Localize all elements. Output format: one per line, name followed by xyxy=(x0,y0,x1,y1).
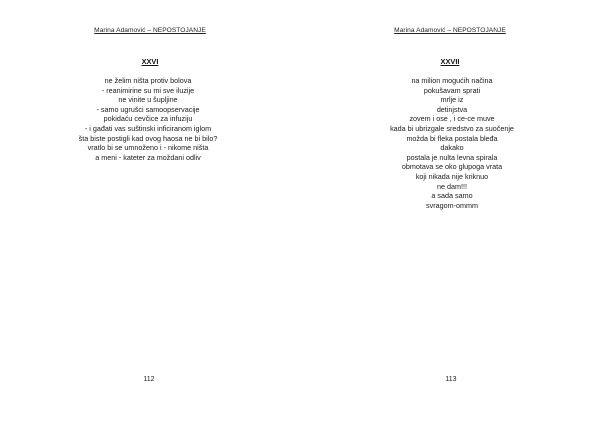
poem-line: koji nikada nije kriknuo xyxy=(415,171,489,181)
poem-line: svragom-ommm xyxy=(426,200,478,210)
page-number: 112 xyxy=(143,376,155,383)
poem-line: kada bi ubrizgale sredstvo za suočenje xyxy=(390,123,514,133)
header-author: Marina Adamović xyxy=(94,27,146,34)
right-page xyxy=(300,0,600,425)
poem-line: zovem i ose , i ce-ce muve xyxy=(409,114,495,124)
poem-line: - i gađati vas suštinski inficiranom iglom xyxy=(84,123,212,133)
poem-line: na milion mogućih načina xyxy=(411,76,493,85)
poem-line: mrlje iz xyxy=(440,95,464,105)
poem-number: XXVI xyxy=(141,57,159,66)
poem-line: detinjstva xyxy=(436,104,468,114)
running-header xyxy=(300,27,600,34)
poem-line: a meni - kateter za moždani odliv xyxy=(95,152,201,162)
poem-line: možda bi fleka postala bleđa xyxy=(406,133,498,143)
header-book-title: NEPOSTOJANJE xyxy=(152,27,206,34)
poem-line: vratlo bi se umnoženo i - nikome ništa xyxy=(87,143,209,153)
page-number: 113 xyxy=(445,376,457,383)
header-separator: – xyxy=(445,27,453,34)
running-header xyxy=(0,27,300,34)
poem-line: obmotava se oko glupoga vrata xyxy=(401,162,503,172)
poem-number: XXVII xyxy=(440,57,460,66)
poem-line: - reanimirine su mi sve iluzije xyxy=(101,85,195,95)
header-book-title: NEPOSTOJANJE xyxy=(452,27,506,34)
poem-body xyxy=(302,76,600,210)
poem-line: dakako xyxy=(440,143,464,153)
poem-line: - samo ugrušci samoopservacije xyxy=(96,104,200,114)
poem-body xyxy=(0,76,298,162)
header-separator: – xyxy=(145,27,153,34)
poem-line: pokušavam sprati xyxy=(423,85,481,95)
poem-line: ne vinite u šupljine xyxy=(118,95,178,105)
poem-line: a sada samo xyxy=(431,191,473,201)
poem-line: postala je nulta levna spirala xyxy=(406,152,498,162)
poem-line: ne želim ništa protiv bolova xyxy=(104,76,192,85)
poem-line: ne dam!!! xyxy=(437,181,467,191)
poem-line: pokidaću cevčice za infuziju xyxy=(103,114,193,124)
header-author: Marina Adamović xyxy=(394,27,446,34)
poem-line: šta biste postigli kad ovog haosa ne bi bilo? xyxy=(78,133,218,143)
